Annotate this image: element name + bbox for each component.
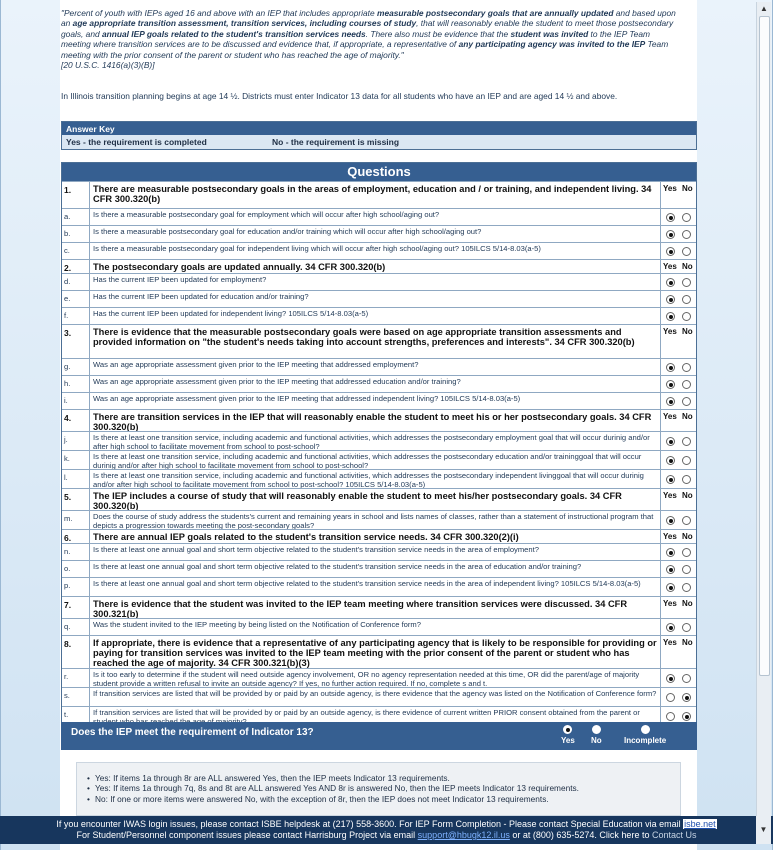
no-radio[interactable] <box>682 516 691 525</box>
answer-key <box>61 121 697 150</box>
question-text: Has the current IEP been updated for independent living? 105ILCS 5/14-8.03(a-5) <box>93 309 369 318</box>
question-text: Is there at least one annual goal and short term objective related to the student's transition service needs in the area of education and/or training? <box>93 562 582 571</box>
question-header-row <box>62 529 696 543</box>
question-row <box>62 290 696 307</box>
question-row <box>62 431 696 450</box>
question-text: There are measurable postsecondary goals in the areas of employment, education and / or training, and independent living. 34 CFR 300.320(b) <box>93 184 652 205</box>
yes-radio[interactable] <box>666 565 675 574</box>
no-radio[interactable] <box>682 693 691 702</box>
question-number: m. <box>62 511 90 529</box>
contact-us-link[interactable]: Contact Us <box>651 830 697 840</box>
questions-title: Questions <box>62 163 696 181</box>
no-radio[interactable] <box>682 456 691 465</box>
instruction-item: • No: If one or more items were answered No, with the exception of 8r, then the IEP does not meet Indicator 13 requirements. <box>95 794 672 804</box>
no-radio[interactable] <box>682 583 691 592</box>
scroll-thumb[interactable] <box>759 16 770 676</box>
question-number: 2. <box>62 260 90 273</box>
no-column-label: No <box>682 599 693 608</box>
yes-radio[interactable] <box>666 278 675 287</box>
question-number: 1. <box>62 182 90 208</box>
question-text: Does the course of study address the students's current and remaining years in school and lists names of classes, rather than a statement of instructional program that depicts a progression towards meeting the post-secondary goals? <box>93 512 654 530</box>
no-column-label: No <box>682 412 693 421</box>
question-number: e. <box>62 291 90 307</box>
question-number: a. <box>62 209 90 225</box>
answer-cell <box>660 226 696 242</box>
no-radio[interactable] <box>682 397 691 406</box>
question-number: l. <box>62 470 90 488</box>
meets-radio[interactable] <box>592 725 601 734</box>
illinois-note: In Illinois transition planning begins at age 14 ½. Districts must enter Indicator 13 data for all students who have an IEP and are aged 14 ½ and above. <box>61 91 618 101</box>
yes-radio[interactable] <box>666 312 675 321</box>
yes-radio[interactable] <box>666 397 675 406</box>
answer-cell <box>660 308 696 324</box>
no-column-label: No <box>682 327 693 336</box>
meets-question: Does the IEP meet the requirement of Indicator 13? <box>71 727 314 738</box>
question-text: Was an age appropriate assessment given prior to the IEP meeting that addressed employment? <box>93 360 419 369</box>
question-number: f. <box>62 308 90 324</box>
answer-cell <box>660 243 696 259</box>
question-text: Was the student invited to the IEP meeting by being listed on the Notification of Conference form? <box>93 620 421 629</box>
no-radio[interactable] <box>682 623 691 632</box>
question-text: There is evidence that the measurable postsecondary goals were based on age appropriate transition assessments and provided information on "the student's needs taking into account strengths, preferences and interests". 34 CFR 300.320(b) <box>93 327 635 348</box>
question-row <box>62 273 696 290</box>
question-number: t. <box>62 707 90 725</box>
yes-radio[interactable] <box>666 456 675 465</box>
no-column-label: No <box>682 638 693 647</box>
question-row <box>62 358 696 375</box>
no-column-label: No <box>682 532 693 541</box>
footer-bar: If you encounter IWAS login issues, please contact ISBE helpdesk at (217) 558-3600. For IEP Form Completion - Please contact Special Education via email isbe.net For Student/Personnel component issues please contact Harrisburg Project via email support@hbugk12.il.us or at (800) 635-5274. Click here to Contact Us <box>0 816 773 844</box>
no-radio[interactable] <box>682 247 691 256</box>
meets-radio[interactable] <box>563 725 572 734</box>
question-number: 3. <box>62 325 90 358</box>
question-text: There are transition services in the IEP that will reasonably enable the student to meet his or her postsecondary goals. 34 CFR 300.320(b) <box>93 412 652 433</box>
question-number: r. <box>62 669 90 687</box>
question-text: The IEP includes a course of study that will reasonably enable the student to meet his/her postsecondary goals. 34 CFR 300.320(b) <box>93 491 622 512</box>
question-row <box>62 469 696 488</box>
no-radio[interactable] <box>682 674 691 683</box>
yes-column-label: Yes <box>663 262 677 271</box>
question-row <box>62 543 696 560</box>
yes-column-label: Yes <box>663 412 677 421</box>
answer-cell <box>660 359 696 375</box>
no-column-label: No <box>682 262 693 271</box>
question-header-row <box>62 635 696 668</box>
question-number: o. <box>62 561 90 577</box>
meets-option-label: Yes <box>561 736 575 745</box>
question-number: p. <box>62 578 90 596</box>
meets-option-no[interactable] <box>591 725 602 745</box>
question-row <box>62 208 696 225</box>
support-email-link[interactable]: support@hbugk12.il.us <box>417 830 510 840</box>
question-text: Is there at least one annual goal and short term objective related to the student's transition service needs in the area of employment? <box>93 545 539 554</box>
question-header-row <box>62 259 696 273</box>
question-row <box>62 307 696 324</box>
question-number: c. <box>62 243 90 259</box>
question-text: Is there at least one transition service, including academic and functional activities, which addresses the postsecondary independent livinggoal that will occur durinig and/or after high school to facilitate movement from school to post-school? 105ILCS 5/14-8.03(a-5) <box>93 471 644 489</box>
answer-cell <box>660 561 696 577</box>
question-text: The postsecondary goals are updated annually. 34 CFR 300.320(b) <box>93 262 386 272</box>
question-text: There are annual IEP goals related to the student's transition service needs. 34 CFR 300.320(2)(i) <box>93 532 519 542</box>
question-text: There is evidence that the student was invited to the IEP team meeting where transition services were discussed. 34 CFR 300.321(b) <box>93 599 628 620</box>
question-text: Was an age appropriate assessment given prior to the IEP meeting that addressed education and/or training? <box>93 377 461 386</box>
yes-radio[interactable] <box>666 516 675 525</box>
no-radio[interactable] <box>682 565 691 574</box>
footer-line1: If you encounter IWAS login issues, please contact ISBE helpdesk at (217) 558-3600. For IEP Form Completion - Please contact Special Education via email <box>56 819 684 829</box>
yes-radio[interactable] <box>666 437 675 446</box>
question-header-row <box>62 596 696 618</box>
question-text: Is there at least one transition service, including academic and functional activities, which addresses the postsecondary education and/or traininggoal that will occur durinig and/or after high school to facilitate movement from school to post-school? <box>93 452 642 470</box>
form-content <box>60 0 697 850</box>
question-number: 5. <box>62 489 90 510</box>
instruction-item: • Yes: If items 1a through 7q, 8s and 8t are ALL answered Yes AND 8r is answered No, then the IEP meets Indicator 13 requirements. <box>95 783 672 793</box>
meets-option-yes[interactable] <box>561 725 575 745</box>
question-header-row <box>62 324 696 358</box>
answer-cell <box>660 410 696 431</box>
answer-cell <box>660 260 696 273</box>
answer-cell <box>660 274 696 290</box>
answer-key-yes: Yes - the requirement is completed <box>66 137 207 147</box>
question-row <box>62 225 696 242</box>
question-number: h. <box>62 376 90 392</box>
answer-key-title: Answer Key <box>62 122 696 135</box>
answer-key-no: No - the requirement is missing <box>272 137 400 147</box>
question-text: Is it too early to determine if the student will need outside agency involvement, OR no agency representation needed at this time, OR did the parent/age of majority student provide a written refusal to invite an outside agency? If yes, no further action required. If no, complete s and t. <box>93 670 640 688</box>
answer-cell <box>660 291 696 307</box>
answer-cell <box>660 376 696 392</box>
yes-radio[interactable] <box>666 247 675 256</box>
indicator-13-meets-bar <box>61 722 697 750</box>
yes-column-label: Yes <box>663 638 677 647</box>
answer-cell <box>660 393 696 409</box>
yes-radio[interactable] <box>666 623 675 632</box>
no-radio[interactable] <box>682 295 691 304</box>
question-text: Is there at least one annual goal and short term objective related to the student's transition service needs in the area of independent living? 105ILCS 5/14-8.03(a-5) <box>93 579 641 588</box>
answer-cell <box>660 619 696 635</box>
instructions-box <box>76 762 681 816</box>
instruction-item: • Yes: If items 1a through 8r are ALL answered Yes, then the IEP meets Indicator 13 requirements. <box>95 773 672 783</box>
question-number: k. <box>62 451 90 469</box>
special-ed-email-link[interactable]: isbe.net <box>684 819 716 829</box>
yes-radio[interactable] <box>666 380 675 389</box>
footer-line2: For Student/Personnel component issues please contact Harrisburg Project via email <box>76 830 418 840</box>
question-text: Was an age appropriate assessment given prior to the IEP meeting that addressed independent living? 105ILCS 5/14-8.03(a-5) <box>93 394 521 403</box>
question-number: s. <box>62 688 90 706</box>
no-column-label: No <box>682 491 693 500</box>
no-radio[interactable] <box>682 363 691 372</box>
no-radio[interactable] <box>682 278 691 287</box>
question-row <box>62 392 696 409</box>
question-text: Is there a measurable postsecondary goal for employment which will occur after high school/aging out? <box>93 210 440 219</box>
question-text: Has the current IEP been updated for employment? <box>93 275 267 284</box>
question-number: 6. <box>62 530 90 543</box>
scroll-down-icon[interactable]: ▼ <box>756 816 771 844</box>
question-number: b. <box>62 226 90 242</box>
yes-column-label: Yes <box>663 184 677 193</box>
question-row <box>62 242 696 259</box>
question-text: If transition services are listed that will be provided by or paid by an outside agency, is there evidence that the agency was listed on the Notification of Conference form? <box>93 689 657 698</box>
no-radio[interactable] <box>682 380 691 389</box>
question-number: g. <box>62 359 90 375</box>
meets-option-label: No <box>591 736 602 745</box>
yes-column-label: Yes <box>663 327 677 336</box>
answer-cell <box>660 209 696 225</box>
answer-cell <box>660 470 696 488</box>
meets-radio[interactable] <box>641 725 650 734</box>
question-row <box>62 450 696 469</box>
yes-radio[interactable] <box>666 363 675 372</box>
question-row <box>62 618 696 635</box>
yes-column-label: Yes <box>663 599 677 608</box>
yes-radio[interactable] <box>666 583 675 592</box>
question-text: Is there a measurable postsecondary goal for education and/or training which will occur after high school/aging out? <box>93 227 482 236</box>
question-row <box>62 668 696 687</box>
yes-radio[interactable] <box>666 712 675 721</box>
question-text: Has the current IEP been updated for education and/or training? <box>93 292 309 301</box>
no-radio[interactable] <box>682 213 691 222</box>
no-radio[interactable] <box>682 312 691 321</box>
intro-paragraph: "Percent of youth with IEPs aged 16 and above with an IEP that includes appropriate measurable postsecondary goals that are annually updated and based upon an age appropriate transition assessment, transition services, including courses of study, that will reasonably enable the student to meet those postsecondary goals, and annual IEP goals related to the student's transition services needs. There also must be evidence that the student was invited to the IEP Team meeting where transition services are to be discussed and evidence that, if appropriate, a representative of any participating agency was invited to the IEP Team meeting with the prior consent of the parent or student who has reached the age of majority." [20 U.S.C. 1416(a)(3)(B)] <box>61 8 676 71</box>
question-row <box>62 687 696 706</box>
yes-radio[interactable] <box>666 674 675 683</box>
no-radio[interactable] <box>682 712 691 721</box>
answer-cell <box>660 182 696 208</box>
question-row <box>62 577 696 596</box>
question-text: If appropriate, there is evidence that a representative of any participating agency that is likely to be responsible for providing or paying for transition services was invited to the IEP team meeting with the prior consent of the parent or student who has reached the age of majority. 34 CFR 300.321(b)(3) <box>93 638 657 669</box>
answer-cell <box>660 688 696 706</box>
yes-radio[interactable] <box>666 548 675 557</box>
question-text: If transition services are listed that will be provided by or paid by an outside agency, is there evidence of current written PRIOR consent obtained from the parent or <box>93 708 640 717</box>
yes-radio[interactable] <box>666 475 675 484</box>
meets-option-incomplete[interactable] <box>624 725 666 745</box>
answer-cell <box>660 432 696 450</box>
no-column-label: No <box>682 184 693 193</box>
question-number: 8. <box>62 636 90 668</box>
answer-cell <box>660 578 696 596</box>
question-header-row <box>62 409 696 431</box>
question-row <box>62 560 696 577</box>
question-text: Is there a measurable postsecondary goal for independent living which will occur after high school/aging out? 105ILCS 5/14-8.03(a-5) <box>93 244 541 253</box>
scroll-up-icon[interactable]: ▲ <box>760 4 768 13</box>
answer-cell <box>660 669 696 687</box>
question-header-row <box>62 488 696 510</box>
no-radio[interactable] <box>682 548 691 557</box>
answer-cell <box>660 511 696 529</box>
yes-column-label: Yes <box>663 491 677 500</box>
answer-cell <box>660 544 696 560</box>
answer-cell <box>660 489 696 510</box>
yes-radio[interactable] <box>666 213 675 222</box>
question-number: d. <box>62 274 90 290</box>
questions-table <box>61 162 697 726</box>
question-number: 7. <box>62 597 90 618</box>
question-row <box>62 375 696 392</box>
yes-column-label: Yes <box>663 532 677 541</box>
no-radio[interactable] <box>682 475 691 484</box>
no-radio[interactable] <box>682 437 691 446</box>
answer-cell <box>660 597 696 618</box>
question-header-row <box>62 181 696 208</box>
yes-radio[interactable] <box>666 295 675 304</box>
answer-cell <box>660 451 696 469</box>
meets-option-label: Incomplete <box>624 736 667 745</box>
question-number: 4. <box>62 410 90 431</box>
no-radio[interactable] <box>682 230 691 239</box>
answer-cell <box>660 325 696 358</box>
question-row <box>62 510 696 529</box>
answer-cell <box>660 636 696 668</box>
yes-radio[interactable] <box>666 693 675 702</box>
question-number: n. <box>62 544 90 560</box>
question-text: Is there at least one transition service, including academic and functional activities, which addresses the postsecondary employment goal that will occur durinig and/or after high school to facilitate movement from school to post-school? <box>93 433 650 451</box>
yes-radio[interactable] <box>666 230 675 239</box>
question-number: q. <box>62 619 90 635</box>
question-number: i. <box>62 393 90 409</box>
question-number: j. <box>62 432 90 450</box>
vertical-scrollbar[interactable] <box>756 2 771 832</box>
answer-cell <box>660 530 696 543</box>
